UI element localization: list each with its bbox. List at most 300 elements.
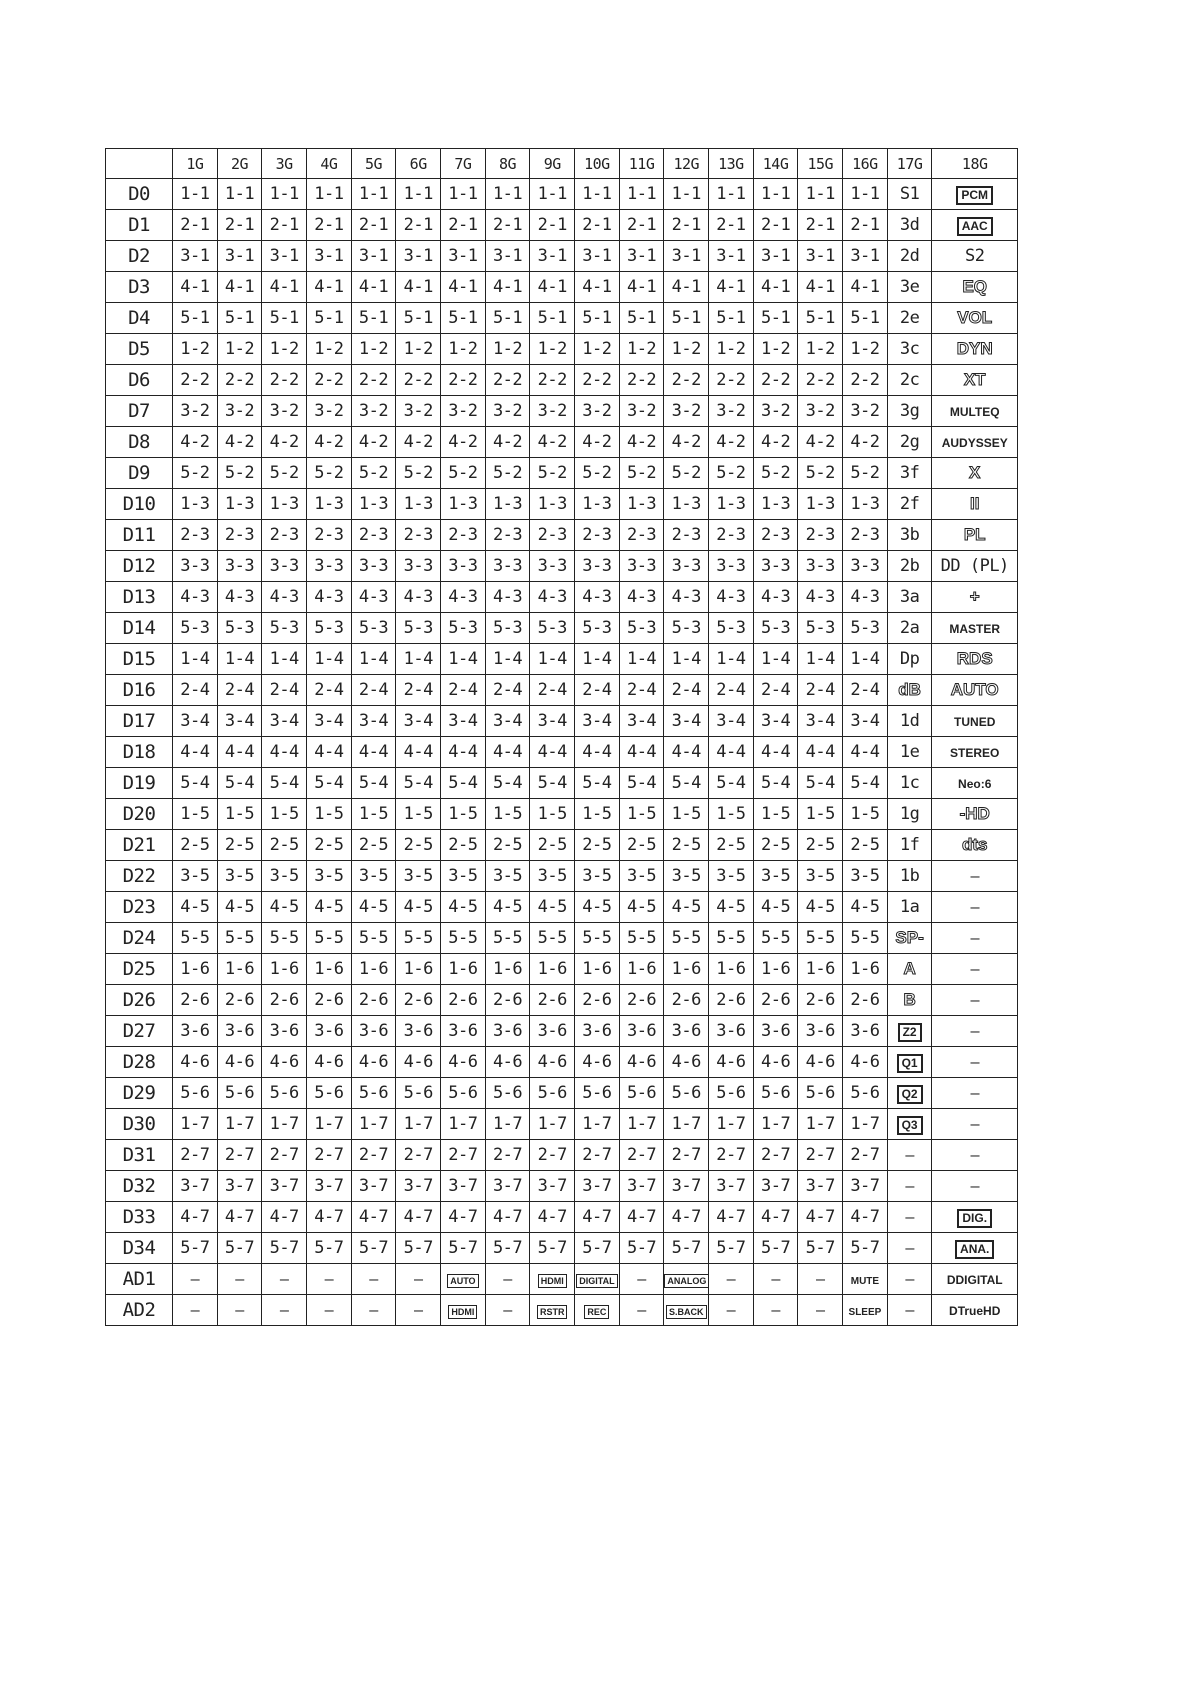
grid-cell: 3-6	[664, 1016, 709, 1047]
grid-cell: 2-5	[396, 830, 441, 861]
grid-cell: 2-6	[843, 985, 888, 1016]
grid-cell: 5-3	[307, 613, 352, 644]
grid-cell: 1-1	[441, 179, 486, 210]
grid-cell: 4-7	[709, 1202, 754, 1233]
grid-cell: 2-1	[351, 210, 396, 241]
grid-cell: 4-2	[441, 427, 486, 458]
grid-cell: 3-2	[351, 396, 396, 427]
grid-cell: 1-3	[173, 489, 218, 520]
grid-cell: 3-3	[575, 551, 620, 582]
row-label: D33	[106, 1202, 173, 1233]
grid-cell: 4-4	[262, 737, 307, 768]
grid-cell: 5-5	[396, 923, 441, 954]
segment-cell: REC	[575, 1295, 620, 1326]
grid-cell: 2-1	[441, 210, 486, 241]
table-row	[106, 706, 1018, 737]
grid-cell: 3-6	[753, 1016, 798, 1047]
grid-cell: 3-7	[396, 1171, 441, 1202]
grid-cell: 5-7	[575, 1233, 620, 1264]
grid-cell: 3-6	[173, 1016, 218, 1047]
grid-cell: 1-6	[575, 954, 620, 985]
grid-cell: 3-5	[396, 861, 441, 892]
grid-cell: 5-1	[441, 303, 486, 334]
grid-cell: 1-6	[664, 954, 709, 985]
grid-cell: 4-1	[664, 272, 709, 303]
segment-cell-18g: PL	[932, 520, 1018, 551]
segment-cell: –	[485, 1295, 530, 1326]
grid-cell: 5-4	[217, 768, 262, 799]
row-label: D0	[106, 179, 173, 210]
grid-cell: 3-2	[619, 396, 664, 427]
grid-cell: 5-3	[530, 613, 575, 644]
grid-cell: 5-5	[753, 923, 798, 954]
grid-cell: 3-3	[709, 551, 754, 582]
segment-cell: –	[798, 1295, 843, 1326]
row-label: D2	[106, 241, 173, 272]
column-header: 12G	[664, 149, 709, 179]
grid-cell: 1-3	[709, 489, 754, 520]
grid-cell: 3-7	[753, 1171, 798, 1202]
grid-cell: 2-6	[217, 985, 262, 1016]
segment-cell-17g: 1g	[887, 799, 932, 830]
grid-cell: 4-7	[798, 1202, 843, 1233]
grid-cell: 4-3	[173, 582, 218, 613]
grid-cell: 1-3	[753, 489, 798, 520]
grid-cell: 1-7	[396, 1109, 441, 1140]
grid-cell: 1-1	[351, 179, 396, 210]
grid-cell: 3-7	[441, 1171, 486, 1202]
grid-cell: 4-7	[575, 1202, 620, 1233]
grid-cell: 5-2	[396, 458, 441, 489]
grid-cell: 4-5	[843, 892, 888, 923]
grid-cell: 3-7	[262, 1171, 307, 1202]
grid-cell: 5-4	[619, 768, 664, 799]
segment-cell-17g: –	[887, 1171, 932, 1202]
grid-cell: 2-5	[575, 830, 620, 861]
grid-cell: 5-3	[575, 613, 620, 644]
segment-cell: –	[753, 1264, 798, 1295]
grid-cell: 2-5	[485, 830, 530, 861]
grid-cell: 5-6	[753, 1078, 798, 1109]
grid-cell: 5-4	[441, 768, 486, 799]
segment-cell: DIGITAL	[575, 1264, 620, 1295]
grid-cell: 4-3	[798, 582, 843, 613]
grid-cell: 4-4	[173, 737, 218, 768]
grid-cell: 4-1	[396, 272, 441, 303]
row-label: AD2	[106, 1295, 173, 1326]
table-row	[106, 272, 1018, 303]
grid-cell: 2-6	[441, 985, 486, 1016]
grid-cell: 1-4	[485, 644, 530, 675]
segment-cell-18g: DDIGITAL	[932, 1264, 1018, 1295]
grid-cell: 3-5	[753, 861, 798, 892]
grid-cell: 5-4	[307, 768, 352, 799]
grid-cell: 4-7	[843, 1202, 888, 1233]
segment-cell: ANALOG	[664, 1264, 709, 1295]
grid-cell: 4-4	[798, 737, 843, 768]
grid-cell: 4-7	[619, 1202, 664, 1233]
grid-cell: 4-5	[485, 892, 530, 923]
grid-cell: 2-7	[173, 1140, 218, 1171]
grid-cell: 3-3	[396, 551, 441, 582]
grid-cell: 4-5	[217, 892, 262, 923]
grid-cell: 4-7	[396, 1202, 441, 1233]
grid-cell: 3-2	[664, 396, 709, 427]
grid-cell: 1-6	[307, 954, 352, 985]
grid-cell: 3-2	[798, 396, 843, 427]
grid-cell: 2-6	[753, 985, 798, 1016]
grid-cell: 5-1	[575, 303, 620, 334]
grid-cell: 1-6	[753, 954, 798, 985]
grid-cell: 2-5	[709, 830, 754, 861]
table-row	[106, 737, 1018, 768]
grid-cell: 1-2	[396, 334, 441, 365]
grid-cell: 5-2	[262, 458, 307, 489]
segment-cell-17g: 2f	[887, 489, 932, 520]
grid-cell: 3-2	[173, 396, 218, 427]
grid-cell: 2-7	[262, 1140, 307, 1171]
grid-cell: 1-7	[530, 1109, 575, 1140]
grid-cell: 3-5	[843, 861, 888, 892]
grid-cell: 1-1	[530, 179, 575, 210]
grid-cell: 4-3	[753, 582, 798, 613]
grid-cell: 4-2	[396, 427, 441, 458]
grid-cell: 3-5	[709, 861, 754, 892]
grid-cell: 1-7	[485, 1109, 530, 1140]
grid-cell: 3-6	[307, 1016, 352, 1047]
segment-cell-17g: 3f	[887, 458, 932, 489]
row-label: D9	[106, 458, 173, 489]
grid-cell: 3-5	[485, 861, 530, 892]
segment-cell: –	[619, 1264, 664, 1295]
grid-cell: 4-5	[173, 892, 218, 923]
grid-cell: 2-6	[351, 985, 396, 1016]
grid-cell: 4-1	[530, 272, 575, 303]
grid-cell: 5-3	[619, 613, 664, 644]
grid-body	[106, 179, 1018, 1326]
grid-cell: 1-2	[619, 334, 664, 365]
grid-cell: 5-7	[619, 1233, 664, 1264]
grid-cell: 2-5	[753, 830, 798, 861]
grid-cell: 4-3	[485, 582, 530, 613]
grid-cell: 5-1	[664, 303, 709, 334]
grid-cell: 2-7	[530, 1140, 575, 1171]
grid-cell: 1-7	[307, 1109, 352, 1140]
grid-cell: 1-5	[351, 799, 396, 830]
grid-cell: 3-1	[709, 241, 754, 272]
grid-cell: 5-5	[709, 923, 754, 954]
table-row	[106, 892, 1018, 923]
grid-cell: 5-3	[262, 613, 307, 644]
grid-cell: 2-3	[217, 520, 262, 551]
grid-cell: 4-2	[798, 427, 843, 458]
segment-cell: –	[262, 1264, 307, 1295]
grid-cell: 3-2	[485, 396, 530, 427]
grid-cell: 5-7	[173, 1233, 218, 1264]
grid-cell: 1-1	[619, 179, 664, 210]
row-label: D31	[106, 1140, 173, 1171]
grid-cell: 1-2	[307, 334, 352, 365]
grid-cell: 5-1	[396, 303, 441, 334]
grid-cell: 5-1	[619, 303, 664, 334]
grid-cell: 3-1	[664, 241, 709, 272]
grid-cell: 1-2	[575, 334, 620, 365]
grid-cell: 2-7	[843, 1140, 888, 1171]
grid-cell: 5-5	[217, 923, 262, 954]
grid-cell: 1-5	[262, 799, 307, 830]
grid-cell: 4-6	[173, 1047, 218, 1078]
segment-cell-18g: X	[932, 458, 1018, 489]
grid-cell: 2-3	[441, 520, 486, 551]
grid-cell: 3-6	[843, 1016, 888, 1047]
segment-cell: –	[396, 1264, 441, 1295]
grid-cell: 3-1	[173, 241, 218, 272]
grid-cell: 2-6	[664, 985, 709, 1016]
segment-cell-18g: MASTER	[932, 613, 1018, 644]
grid-cell: 4-1	[485, 272, 530, 303]
grid-cell: 4-4	[351, 737, 396, 768]
grid-cell: 1-3	[843, 489, 888, 520]
segment-cell-17g: 2d	[887, 241, 932, 272]
grid-cell: 2-1	[530, 210, 575, 241]
grid-cell: 3-2	[262, 396, 307, 427]
grid-cell: 3-6	[575, 1016, 620, 1047]
table-row	[106, 861, 1018, 892]
grid-cell: 2-5	[173, 830, 218, 861]
grid-cell: 3-6	[351, 1016, 396, 1047]
grid-cell: 2-5	[843, 830, 888, 861]
segment-cell-18g: dts	[932, 830, 1018, 861]
grid-cell: 1-1	[575, 179, 620, 210]
grid-cell: 3-6	[530, 1016, 575, 1047]
grid-cell: 4-4	[575, 737, 620, 768]
grid-cell: 2-7	[575, 1140, 620, 1171]
segment-cell-17g: 1b	[887, 861, 932, 892]
grid-cell: 3-2	[709, 396, 754, 427]
grid-cell: 3-7	[217, 1171, 262, 1202]
row-label: D19	[106, 768, 173, 799]
grid-cell: 1-3	[396, 489, 441, 520]
grid-cell: 4-6	[843, 1047, 888, 1078]
column-header: 1G	[173, 149, 218, 179]
grid-cell: 4-7	[307, 1202, 352, 1233]
grid-cell: 5-6	[351, 1078, 396, 1109]
row-label: D7	[106, 396, 173, 427]
grid-cell: 4-4	[664, 737, 709, 768]
grid-cell: 2-6	[709, 985, 754, 1016]
grid-cell: 5-4	[530, 768, 575, 799]
grid-cell: 4-6	[396, 1047, 441, 1078]
table-row	[106, 1078, 1018, 1109]
grid-cell: 5-6	[575, 1078, 620, 1109]
segment-cell-18g: -HD	[932, 799, 1018, 830]
grid-cell: 5-2	[485, 458, 530, 489]
grid-cell: 5-2	[709, 458, 754, 489]
row-label: D11	[106, 520, 173, 551]
grid-cell: 5-5	[173, 923, 218, 954]
grid-cell: 1-5	[843, 799, 888, 830]
grid-cell: 5-5	[530, 923, 575, 954]
grid-cell: 5-6	[307, 1078, 352, 1109]
grid-cell: 4-6	[575, 1047, 620, 1078]
grid-cell: 3-1	[351, 241, 396, 272]
grid-cell: 4-7	[351, 1202, 396, 1233]
row-label: D32	[106, 1171, 173, 1202]
segment-cell: –	[709, 1264, 754, 1295]
grid-cell: 4-7	[753, 1202, 798, 1233]
grid-cell: 4-4	[396, 737, 441, 768]
grid-cell: 4-1	[619, 272, 664, 303]
table-row	[106, 923, 1018, 954]
row-label: D23	[106, 892, 173, 923]
grid-cell: 3-7	[575, 1171, 620, 1202]
grid-cell: 5-7	[485, 1233, 530, 1264]
grid-cell: 3-5	[798, 861, 843, 892]
grid-cell: 2-3	[351, 520, 396, 551]
grid-cell: 2-3	[530, 520, 575, 551]
segment-cell-18g: AUDYSSEY	[932, 427, 1018, 458]
grid-cell: 3-1	[396, 241, 441, 272]
segment-cell: –	[173, 1295, 218, 1326]
grid-cell: 2-7	[709, 1140, 754, 1171]
grid-cell: 4-7	[262, 1202, 307, 1233]
grid-cell: 1-3	[575, 489, 620, 520]
grid-cell: 4-1	[753, 272, 798, 303]
grid-cell: 4-4	[619, 737, 664, 768]
grid-cell: 4-1	[262, 272, 307, 303]
grid-cell: 2-1	[262, 210, 307, 241]
grid-cell: 3-4	[530, 706, 575, 737]
grid-cell: 2-4	[843, 675, 888, 706]
grid-cell: 5-5	[575, 923, 620, 954]
grid-cell: 3-7	[619, 1171, 664, 1202]
grid-cell: 3-3	[753, 551, 798, 582]
row-label: D13	[106, 582, 173, 613]
grid-cell: 3-3	[843, 551, 888, 582]
grid-cell: 1-2	[753, 334, 798, 365]
grid-cell: 5-6	[485, 1078, 530, 1109]
grid-cell: 3-4	[709, 706, 754, 737]
grid-cell: 3-4	[396, 706, 441, 737]
segment-cell-18g: –	[932, 923, 1018, 954]
grid-cell: 4-3	[396, 582, 441, 613]
grid-cell: 3-3	[530, 551, 575, 582]
grid-cell: 3-7	[173, 1171, 218, 1202]
grid-cell: 1-7	[843, 1109, 888, 1140]
segment-cell-17g: 2e	[887, 303, 932, 334]
segment-cell-17g: Q1	[887, 1047, 932, 1078]
grid-cell: 5-2	[530, 458, 575, 489]
grid-cell: 5-3	[843, 613, 888, 644]
segment-cell-17g: A	[887, 954, 932, 985]
grid-cell: 1-1	[307, 179, 352, 210]
grid-cell: 4-5	[441, 892, 486, 923]
grid-cell: 1-4	[351, 644, 396, 675]
row-label: D12	[106, 551, 173, 582]
segment-grid-table	[105, 148, 1018, 1326]
grid-cell: 3-1	[485, 241, 530, 272]
grid-cell: 2-4	[396, 675, 441, 706]
grid-cell: 5-1	[217, 303, 262, 334]
segment-cell-18g: ANA.	[932, 1233, 1018, 1264]
grid-cell: 5-4	[664, 768, 709, 799]
grid-cell: 2-7	[441, 1140, 486, 1171]
grid-cell: 4-3	[351, 582, 396, 613]
grid-cell: 3-2	[753, 396, 798, 427]
grid-cell: 1-5	[307, 799, 352, 830]
grid-cell: 2-1	[798, 210, 843, 241]
grid-cell: 5-5	[351, 923, 396, 954]
grid-cell: 3-3	[619, 551, 664, 582]
table-row	[106, 1264, 1018, 1295]
table-row	[106, 1016, 1018, 1047]
grid-cell: 2-7	[485, 1140, 530, 1171]
grid-cell: 4-6	[664, 1047, 709, 1078]
grid-cell: 4-5	[709, 892, 754, 923]
segment-cell: –	[173, 1264, 218, 1295]
grid-cell: 3-4	[173, 706, 218, 737]
grid-cell: 2-2	[798, 365, 843, 396]
grid-cell: 2-7	[307, 1140, 352, 1171]
grid-cell: 5-7	[843, 1233, 888, 1264]
grid-cell: 1-4	[173, 644, 218, 675]
segment-cell-17g: 2b	[887, 551, 932, 582]
segment-cell: –	[619, 1295, 664, 1326]
grid-cell: 2-7	[798, 1140, 843, 1171]
grid-cell: 4-6	[485, 1047, 530, 1078]
grid-cell: 2-4	[262, 675, 307, 706]
grid-cell: 1-1	[843, 179, 888, 210]
grid-cell: 1-7	[351, 1109, 396, 1140]
grid-cell: 2-1	[396, 210, 441, 241]
table-row	[106, 303, 1018, 334]
grid-cell: 1-1	[709, 179, 754, 210]
grid-cell: 5-7	[709, 1233, 754, 1264]
grid-cell: 5-5	[262, 923, 307, 954]
grid-cell: 5-5	[307, 923, 352, 954]
grid-cell: 4-3	[262, 582, 307, 613]
grid-cell: 1-1	[485, 179, 530, 210]
grid-cell: 4-4	[485, 737, 530, 768]
grid-cell: 5-4	[709, 768, 754, 799]
column-header: 15G	[798, 149, 843, 179]
segment-cell: –	[351, 1264, 396, 1295]
grid-cell: 3-1	[619, 241, 664, 272]
grid-cell: 1-2	[485, 334, 530, 365]
column-header: 4G	[307, 149, 352, 179]
grid-cell: 4-1	[709, 272, 754, 303]
grid-cell: 2-2	[619, 365, 664, 396]
segment-cell: MUTE	[843, 1264, 888, 1295]
grid-cell: 4-5	[307, 892, 352, 923]
grid-cell: 2-5	[351, 830, 396, 861]
segment-cell: SLEEP	[843, 1295, 888, 1326]
grid-cell: 1-4	[843, 644, 888, 675]
grid-cell: 5-2	[664, 458, 709, 489]
grid-cell: 1-3	[307, 489, 352, 520]
column-header: 6G	[396, 149, 441, 179]
grid-cell: 5-1	[843, 303, 888, 334]
grid-cell: 2-2	[664, 365, 709, 396]
table-row	[106, 954, 1018, 985]
row-label: D27	[106, 1016, 173, 1047]
table-row	[106, 675, 1018, 706]
grid-cell: 3-4	[307, 706, 352, 737]
grid-cell: 2-4	[709, 675, 754, 706]
grid-cell: 2-1	[664, 210, 709, 241]
grid-cell: 1-5	[173, 799, 218, 830]
grid-cell: 3-5	[575, 861, 620, 892]
